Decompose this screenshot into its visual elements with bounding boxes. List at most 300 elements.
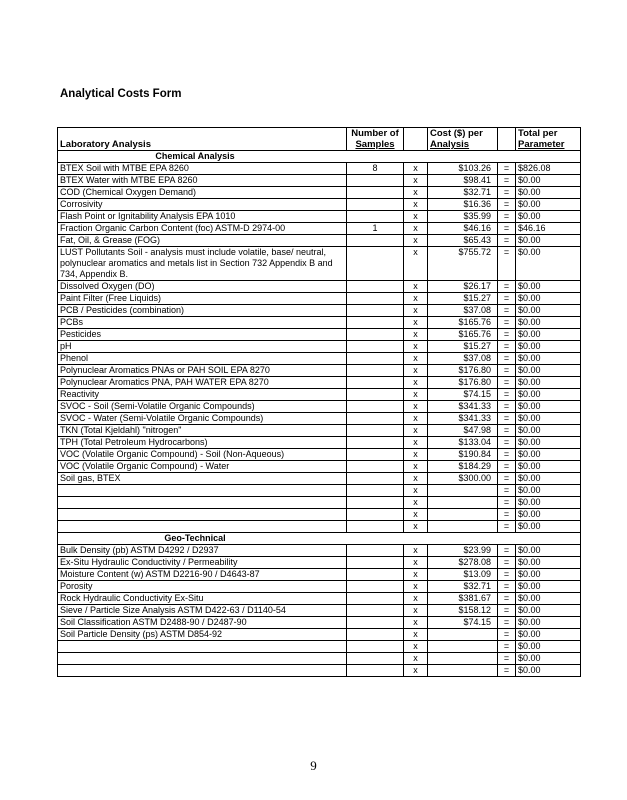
cost-cell — [428, 653, 498, 665]
table-row — [58, 497, 581, 509]
equals-sign: = — [498, 413, 516, 425]
samples-input[interactable] — [347, 365, 404, 377]
cost-cell — [428, 485, 498, 497]
samples-input[interactable] — [347, 449, 404, 461]
table-row — [58, 641, 581, 653]
multiply-sign: x — [404, 665, 428, 677]
table-row — [58, 437, 581, 449]
analysis-cell: pH — [58, 341, 347, 353]
table-row — [58, 317, 581, 329]
analysis-cell: Fat, Oil, & Grease (FOG) — [58, 235, 347, 247]
analysis-cell — [58, 665, 347, 677]
multiply-sign: x — [404, 593, 428, 605]
cost-cell: $13.09 — [428, 569, 498, 581]
multiply-sign: x — [404, 653, 428, 665]
table-row — [58, 605, 581, 617]
table-row — [58, 629, 581, 641]
table-row — [58, 199, 581, 211]
section-title: Geo-Technical — [58, 533, 581, 545]
samples-input[interactable] — [347, 545, 404, 557]
multiply-sign: x — [404, 413, 428, 425]
analysis-cell: Polynuclear Aromatics PNA, PAH WATER EPA 8270 — [58, 377, 347, 389]
equals-sign: = — [498, 461, 516, 473]
total-cell: $826.08 — [516, 163, 581, 175]
samples-input[interactable] — [347, 425, 404, 437]
samples-input[interactable] — [347, 521, 404, 533]
cost-cell: $184.29 — [428, 461, 498, 473]
table-row — [58, 341, 581, 353]
equals-sign: = — [498, 653, 516, 665]
multiply-sign: x — [404, 317, 428, 329]
cost-cell: $176.80 — [428, 377, 498, 389]
analysis-cell: VOC (Volatile Organic Compound) - Water — [58, 461, 347, 473]
header-samples-line1: Number of — [351, 128, 399, 139]
total-cell: $0.00 — [516, 389, 581, 401]
total-cell: $0.00 — [516, 199, 581, 211]
cost-cell: $341.33 — [428, 401, 498, 413]
total-cell: $0.00 — [516, 617, 581, 629]
analysis-cell — [58, 521, 347, 533]
total-cell: $0.00 — [516, 581, 581, 593]
multiply-sign: x — [404, 617, 428, 629]
multiply-sign: x — [404, 521, 428, 533]
analytical-costs-table — [57, 127, 581, 677]
header-cost-line2: Analysis — [430, 139, 470, 150]
analysis-cell: PCB / Pesticides (combination) — [58, 305, 347, 317]
cost-cell — [428, 665, 498, 677]
total-cell: $0.00 — [516, 353, 581, 365]
multiply-sign: x — [404, 341, 428, 353]
samples-input[interactable] — [347, 485, 404, 497]
equals-sign: = — [498, 211, 516, 223]
analysis-cell — [58, 485, 347, 497]
table-row — [58, 211, 581, 223]
samples-input[interactable] — [347, 605, 404, 617]
samples-input[interactable] — [347, 247, 404, 281]
table-row — [58, 485, 581, 497]
table-row — [58, 449, 581, 461]
multiply-sign: x — [404, 187, 428, 199]
header-cost-line1: Cost ($) per — [430, 128, 483, 139]
multiply-sign: x — [404, 401, 428, 413]
table-row — [58, 223, 581, 235]
analysis-cell — [58, 509, 347, 521]
analysis-cell — [58, 641, 347, 653]
header-number-of-samples — [347, 128, 404, 151]
analysis-cell — [58, 653, 347, 665]
equals-sign: = — [498, 425, 516, 437]
samples-input[interactable] — [347, 211, 404, 223]
analysis-cell: Sieve / Particle Size Analysis ASTM D422-63 / D1140-54 — [58, 605, 347, 617]
equals-sign: = — [498, 317, 516, 329]
equals-sign: = — [498, 509, 516, 521]
form-title: Analytical Costs Form — [60, 88, 182, 100]
total-cell: $0.00 — [516, 521, 581, 533]
multiply-sign: x — [404, 175, 428, 187]
equals-sign: = — [498, 163, 516, 175]
samples-input[interactable] — [347, 317, 404, 329]
equals-sign: = — [498, 341, 516, 353]
samples-input[interactable] — [347, 653, 404, 665]
analysis-cell — [58, 497, 347, 509]
header-samples-line2: Samples — [355, 139, 395, 150]
equals-sign: = — [498, 247, 516, 281]
cost-cell: $755.72 — [428, 247, 498, 281]
table-row — [58, 665, 581, 677]
analysis-cell: Rock Hydraulic Conductivity Ex-Situ — [58, 593, 347, 605]
equals-sign: = — [498, 449, 516, 461]
cost-cell: $16.36 — [428, 199, 498, 211]
table-row — [58, 617, 581, 629]
cost-cell: $176.80 — [428, 365, 498, 377]
multiply-sign: x — [404, 211, 428, 223]
table-row — [58, 521, 581, 533]
cost-cell — [428, 641, 498, 653]
equals-sign: = — [498, 293, 516, 305]
header-total-line1: Total per — [518, 128, 558, 139]
equals-sign: = — [498, 521, 516, 533]
total-cell: $0.00 — [516, 305, 581, 317]
analysis-cell: TPH (Total Petroleum Hydrocarbons) — [58, 437, 347, 449]
analysis-cell: Ex-Situ Hydraulic Conductivity / Permeability — [58, 557, 347, 569]
samples-input[interactable] — [347, 329, 404, 341]
section-title: Chemical Analysis — [58, 151, 581, 163]
table-header-row — [58, 128, 581, 151]
equals-sign: = — [498, 223, 516, 235]
samples-input[interactable] — [347, 235, 404, 247]
equals-sign: = — [498, 581, 516, 593]
samples-input[interactable] — [347, 617, 404, 629]
total-cell: $0.00 — [516, 485, 581, 497]
cost-cell: $37.08 — [428, 305, 498, 317]
cost-cell: $300.00 — [428, 473, 498, 485]
total-cell: $0.00 — [516, 341, 581, 353]
total-cell: $0.00 — [516, 329, 581, 341]
analysis-cell: SVOC - Water (Semi-Volatile Organic Compounds) — [58, 413, 347, 425]
page-number: 9 — [310, 758, 317, 773]
multiply-sign: x — [404, 629, 428, 641]
analysis-cell: Soil Classification ASTM D2488-90 / D2487-90 — [58, 617, 347, 629]
multiply-sign: x — [404, 581, 428, 593]
multiply-sign: x — [404, 389, 428, 401]
cost-cell: $47.98 — [428, 425, 498, 437]
samples-input[interactable] — [347, 557, 404, 569]
analysis-cell: BTEX Soil with MTBE EPA 8260 — [58, 163, 347, 175]
total-cell: $0.00 — [516, 317, 581, 329]
samples-input[interactable] — [347, 593, 404, 605]
equals-sign: = — [498, 199, 516, 211]
multiply-sign: x — [404, 293, 428, 305]
analysis-cell: Corrosivity — [58, 199, 347, 211]
total-cell: $0.00 — [516, 377, 581, 389]
multiply-sign: x — [404, 497, 428, 509]
cost-cell: $26.17 — [428, 281, 498, 293]
equals-sign: = — [498, 305, 516, 317]
table-row — [58, 305, 581, 317]
total-cell: $0.00 — [516, 665, 581, 677]
multiply-sign: x — [404, 305, 428, 317]
table-row — [58, 413, 581, 425]
cost-cell — [428, 509, 498, 521]
total-cell: $0.00 — [516, 545, 581, 557]
total-cell: $0.00 — [516, 401, 581, 413]
equals-sign: = — [498, 235, 516, 247]
cost-cell: $23.99 — [428, 545, 498, 557]
table-row — [58, 401, 581, 413]
total-cell: $0.00 — [516, 605, 581, 617]
table-row — [58, 653, 581, 665]
equals-sign: = — [498, 497, 516, 509]
analysis-cell: PCBs — [58, 317, 347, 329]
multiply-sign: x — [404, 247, 428, 281]
total-cell: $0.00 — [516, 175, 581, 187]
total-cell: $0.00 — [516, 281, 581, 293]
table-row — [58, 281, 581, 293]
table-row — [58, 377, 581, 389]
multiply-sign: x — [404, 365, 428, 377]
equals-sign: = — [498, 401, 516, 413]
samples-input[interactable] — [347, 175, 404, 187]
samples-input[interactable] — [347, 293, 404, 305]
multiply-sign: x — [404, 437, 428, 449]
analysis-cell: Dissolved Oxygen (DO) — [58, 281, 347, 293]
analysis-cell: COD (Chemical Oxygen Demand) — [58, 187, 347, 199]
samples-input[interactable] — [347, 377, 404, 389]
table-row — [58, 247, 581, 281]
analysis-cell: Fraction Organic Carbon Content (foc) ASTM-D 2974-00 — [58, 223, 347, 235]
table-row — [58, 425, 581, 437]
samples-input[interactable] — [347, 199, 404, 211]
analysis-cell: Porosity — [58, 581, 347, 593]
analysis-cell: Soil Particle Density (ps) ASTM D854-92 — [58, 629, 347, 641]
samples-input[interactable] — [347, 413, 404, 425]
equals-sign: = — [498, 545, 516, 557]
multiply-sign: x — [404, 163, 428, 175]
equals-sign: = — [498, 629, 516, 641]
analysis-cell: Flash Point or Ignitability Analysis EPA 1010 — [58, 211, 347, 223]
table-row — [58, 175, 581, 187]
table-row — [58, 329, 581, 341]
total-cell: $0.00 — [516, 247, 581, 281]
total-cell: $0.00 — [516, 461, 581, 473]
analysis-cell: Bulk Density (pb) ASTM D4292 / D2937 — [58, 545, 347, 557]
equals-sign: = — [498, 389, 516, 401]
samples-input[interactable] — [347, 665, 404, 677]
total-cell: $0.00 — [516, 365, 581, 377]
total-cell: $0.00 — [516, 629, 581, 641]
table-body — [58, 151, 581, 677]
cost-cell: $74.15 — [428, 617, 498, 629]
cost-cell: $98.41 — [428, 175, 498, 187]
multiply-sign: x — [404, 485, 428, 497]
multiply-sign: x — [404, 641, 428, 653]
multiply-sign: x — [404, 605, 428, 617]
equals-sign: = — [498, 365, 516, 377]
multiply-sign: x — [404, 235, 428, 247]
equals-sign: = — [498, 353, 516, 365]
header-total-line2: Parameter — [518, 139, 565, 150]
equals-sign: = — [498, 593, 516, 605]
samples-input[interactable] — [347, 353, 404, 365]
total-cell: $0.00 — [516, 437, 581, 449]
samples-input[interactable] — [347, 389, 404, 401]
samples-input[interactable] — [347, 641, 404, 653]
total-cell: $46.16 — [516, 223, 581, 235]
cost-cell: $35.99 — [428, 211, 498, 223]
cost-cell: $190.84 — [428, 449, 498, 461]
cost-cell: $74.15 — [428, 389, 498, 401]
table-row — [58, 581, 581, 593]
equals-sign: = — [498, 569, 516, 581]
samples-input[interactable] — [347, 497, 404, 509]
total-cell: $0.00 — [516, 473, 581, 485]
multiply-sign: x — [404, 223, 428, 235]
header-total-per-parameter — [516, 128, 581, 151]
total-cell: $0.00 — [516, 497, 581, 509]
total-cell: $0.00 — [516, 413, 581, 425]
table-row — [58, 187, 581, 199]
table-row — [58, 557, 581, 569]
samples-input[interactable] — [347, 401, 404, 413]
samples-input[interactable]: 8 — [347, 163, 404, 175]
table-row — [58, 293, 581, 305]
analysis-cell: TKN (Total Kjeldahl) "nitrogen" — [58, 425, 347, 437]
equals-sign: = — [498, 641, 516, 653]
cost-cell — [428, 521, 498, 533]
total-cell: $0.00 — [516, 211, 581, 223]
cost-cell: $37.08 — [428, 353, 498, 365]
total-cell: $0.00 — [516, 641, 581, 653]
analysis-cell: Moisture Content (w) ASTM D2216-90 / D4643-87 — [58, 569, 347, 581]
multiply-sign: x — [404, 281, 428, 293]
multiply-sign: x — [404, 425, 428, 437]
total-cell: $0.00 — [516, 187, 581, 199]
header-blank-x — [404, 128, 428, 151]
cost-cell: $158.12 — [428, 605, 498, 617]
analysis-cell: Paint Filter (Free Liquids) — [58, 293, 347, 305]
cost-cell: $46.16 — [428, 223, 498, 235]
equals-sign: = — [498, 473, 516, 485]
equals-sign: = — [498, 437, 516, 449]
multiply-sign: x — [404, 557, 428, 569]
analysis-cell: Pesticides — [58, 329, 347, 341]
table-row — [58, 235, 581, 247]
cost-cell: $15.27 — [428, 293, 498, 305]
multiply-sign: x — [404, 509, 428, 521]
samples-input[interactable] — [347, 305, 404, 317]
samples-input[interactable] — [347, 281, 404, 293]
table-row — [58, 353, 581, 365]
total-cell: $0.00 — [516, 569, 581, 581]
total-cell: $0.00 — [516, 449, 581, 461]
multiply-sign: x — [404, 199, 428, 211]
cost-cell — [428, 497, 498, 509]
equals-sign: = — [498, 485, 516, 497]
cost-cell: $165.76 — [428, 329, 498, 341]
cost-cell: $341.33 — [428, 413, 498, 425]
cost-cell: $65.43 — [428, 235, 498, 247]
samples-input[interactable] — [347, 569, 404, 581]
total-cell: $0.00 — [516, 557, 581, 569]
multiply-sign: x — [404, 461, 428, 473]
total-cell: $0.00 — [516, 653, 581, 665]
equals-sign: = — [498, 329, 516, 341]
total-cell: $0.00 — [516, 593, 581, 605]
multiply-sign: x — [404, 377, 428, 389]
analysis-cell: Soil gas, BTEX — [58, 473, 347, 485]
analysis-cell: Reactivity — [58, 389, 347, 401]
samples-input[interactable] — [347, 187, 404, 199]
header-laboratory-analysis: Laboratory Analysis — [58, 128, 347, 151]
cost-cell: $32.71 — [428, 581, 498, 593]
cost-cell: $165.76 — [428, 317, 498, 329]
header-cost-per-analysis — [428, 128, 498, 151]
total-cell: $0.00 — [516, 425, 581, 437]
cost-cell: $32.71 — [428, 187, 498, 199]
equals-sign: = — [498, 175, 516, 187]
equals-sign: = — [498, 187, 516, 199]
total-cell: $0.00 — [516, 509, 581, 521]
table-row — [58, 461, 581, 473]
samples-input[interactable] — [347, 461, 404, 473]
multiply-sign: x — [404, 569, 428, 581]
samples-input[interactable] — [347, 581, 404, 593]
analysis-cell: LUST Pollutants Soil - analysis must include volatile, base/ neutral, polynuclear aromatics and metals list in Section 732 Appendix B and 734, Appendix B. — [58, 247, 347, 281]
table-row — [58, 163, 581, 175]
multiply-sign: x — [404, 545, 428, 557]
samples-input[interactable] — [347, 341, 404, 353]
table-row — [58, 545, 581, 557]
equals-sign: = — [498, 377, 516, 389]
cost-cell — [428, 629, 498, 641]
equals-sign: = — [498, 557, 516, 569]
total-cell: $0.00 — [516, 235, 581, 247]
cost-cell: $103.26 — [428, 163, 498, 175]
analysis-cell: VOC (Volatile Organic Compound) - Soil (Non-Aqueous) — [58, 449, 347, 461]
samples-input[interactable]: 1 — [347, 223, 404, 235]
total-cell: $0.00 — [516, 293, 581, 305]
table-row — [58, 389, 581, 401]
equals-sign: = — [498, 281, 516, 293]
table-row — [58, 509, 581, 521]
table-row — [58, 593, 581, 605]
multiply-sign: x — [404, 329, 428, 341]
cost-cell: $15.27 — [428, 341, 498, 353]
samples-input[interactable] — [347, 473, 404, 485]
cost-cell: $278.08 — [428, 557, 498, 569]
analysis-cell: Phenol — [58, 353, 347, 365]
equals-sign: = — [498, 665, 516, 677]
equals-sign: = — [498, 617, 516, 629]
samples-input[interactable] — [347, 437, 404, 449]
multiply-sign: x — [404, 473, 428, 485]
equals-sign: = — [498, 605, 516, 617]
header-blank-eq — [498, 128, 516, 151]
table-row — [58, 365, 581, 377]
samples-input[interactable] — [347, 509, 404, 521]
samples-input[interactable] — [347, 629, 404, 641]
multiply-sign: x — [404, 449, 428, 461]
cost-cell: $381.67 — [428, 593, 498, 605]
section-header-row — [58, 151, 581, 163]
multiply-sign: x — [404, 353, 428, 365]
cost-cell: $133.04 — [428, 437, 498, 449]
analysis-cell: BTEX Water with MTBE EPA 8260 — [58, 175, 347, 187]
table-row — [58, 569, 581, 581]
table-row — [58, 473, 581, 485]
analysis-cell: SVOC - Soil (Semi-Volatile Organic Compounds) — [58, 401, 347, 413]
section-header-row — [58, 533, 581, 545]
